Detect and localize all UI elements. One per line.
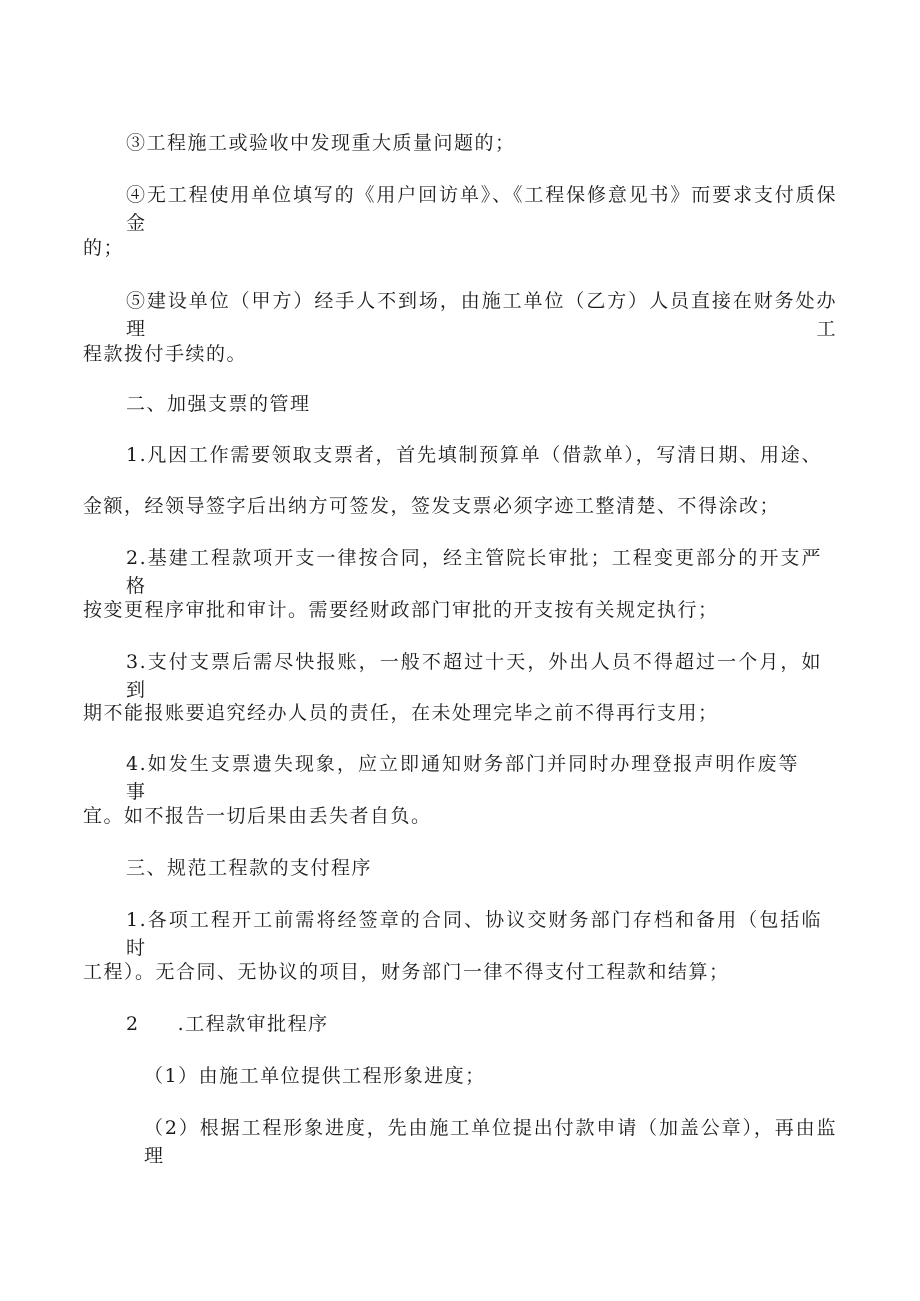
item-3-1-line-2 bbox=[83, 958, 730, 986]
paragraph-line: 宜。如不报告一切后果由丢失者自负。 bbox=[83, 805, 432, 827]
item-2-2-line-2 bbox=[83, 596, 719, 624]
paragraph-line: 程款拨付手续的。 bbox=[83, 343, 248, 365]
item-2-1-line-1 bbox=[126, 441, 822, 469]
sub-item-2 bbox=[144, 1114, 837, 1170]
paragraph-line: 工程）。无合同、无协议的项目，财务部门一律不得支付工程款和结算； bbox=[83, 961, 730, 983]
item-2-4-line-1 bbox=[126, 750, 799, 806]
paragraph-line: （1）由施工单位提供工程形象进度； bbox=[144, 1065, 486, 1087]
paragraph-line: .各项工程开工前需将经签章的合同、协议交财务部门存档和备用（包括临时 bbox=[126, 909, 822, 959]
item-number: 1 bbox=[126, 444, 140, 466]
paragraph-line: ④无工程使用单位填写的《用户回访单》、《工程保修意见书》而要求支付质保金 bbox=[126, 184, 837, 234]
paragraph-line: （2）根据工程形象进度，先由施工单位提出付款申请（加盖公章），再由监理 bbox=[144, 1117, 837, 1167]
sub-item-1 bbox=[144, 1062, 486, 1090]
paragraph-line: .基建工程款项开支一律按合同，经主管院长审批；工程变更部分的开支严格 bbox=[126, 547, 822, 597]
paragraph-line: 金额，经领导签字后出纳方可签发，签发支票必须字迹工整清楚、不得涂改； bbox=[83, 495, 781, 517]
paragraph-line: 按变更程序审批和审计。需要经财政部门审批的开支按有关规定执行； bbox=[83, 599, 719, 621]
item-2-4-line-2 bbox=[83, 802, 432, 830]
paragraph-line: ⑤建设单位（甲方）经手人不到场，由施工单位（乙方）人员直接在财务处办理工 bbox=[126, 290, 837, 340]
item-2-3-line-2 bbox=[83, 699, 719, 727]
item-number: 3 bbox=[126, 651, 140, 673]
item-2-1-line-2 bbox=[83, 492, 780, 520]
heading-text: 三、规范工程款的支付程序 bbox=[126, 857, 373, 879]
section-heading-3 bbox=[126, 854, 372, 882]
item-number: 2 bbox=[126, 547, 140, 569]
paragraph-condition-5-line-2 bbox=[83, 340, 247, 368]
paragraph-line: .凡因工作需要领取支票者，首先填制预算单（借款单），写清日期、用途、 bbox=[139, 444, 822, 466]
paragraph-line: .如发生支票遗失现象，应立即通知财务部门并同时办理登报声明作废等事 bbox=[126, 753, 799, 803]
section-heading-2 bbox=[126, 390, 311, 418]
item-number: 1 bbox=[126, 909, 140, 931]
paragraph-line: ③工程施工或验收中发现重大质量问题的； bbox=[126, 132, 516, 154]
item-number: 2 bbox=[126, 1013, 140, 1035]
paragraph-condition-5-line-1 bbox=[126, 287, 837, 343]
paragraph-condition-3 bbox=[126, 129, 516, 157]
item-number: 4 bbox=[126, 753, 140, 775]
item-3-2 bbox=[126, 1010, 329, 1038]
item-3-1-line-1 bbox=[126, 906, 822, 962]
paragraph-condition-4-line-1 bbox=[126, 181, 837, 237]
paragraph-condition-4-line-2 bbox=[83, 234, 124, 262]
paragraph-line: 的； bbox=[83, 237, 125, 259]
heading-text: 二、加强支票的管理 bbox=[126, 393, 311, 415]
paragraph-line: .支付支票后需尽快报账，一般不超过十天，外出人员不得超过一个月，如到 bbox=[126, 651, 822, 701]
item-2-3-line-1 bbox=[126, 648, 822, 704]
item-2-2-line-1 bbox=[126, 544, 822, 600]
paragraph-line: 期不能报账要追究经办人员的责任，在未处理完毕之前不得再行支用； bbox=[83, 702, 719, 724]
paragraph-line: .工程款审批程序 bbox=[177, 1013, 329, 1035]
